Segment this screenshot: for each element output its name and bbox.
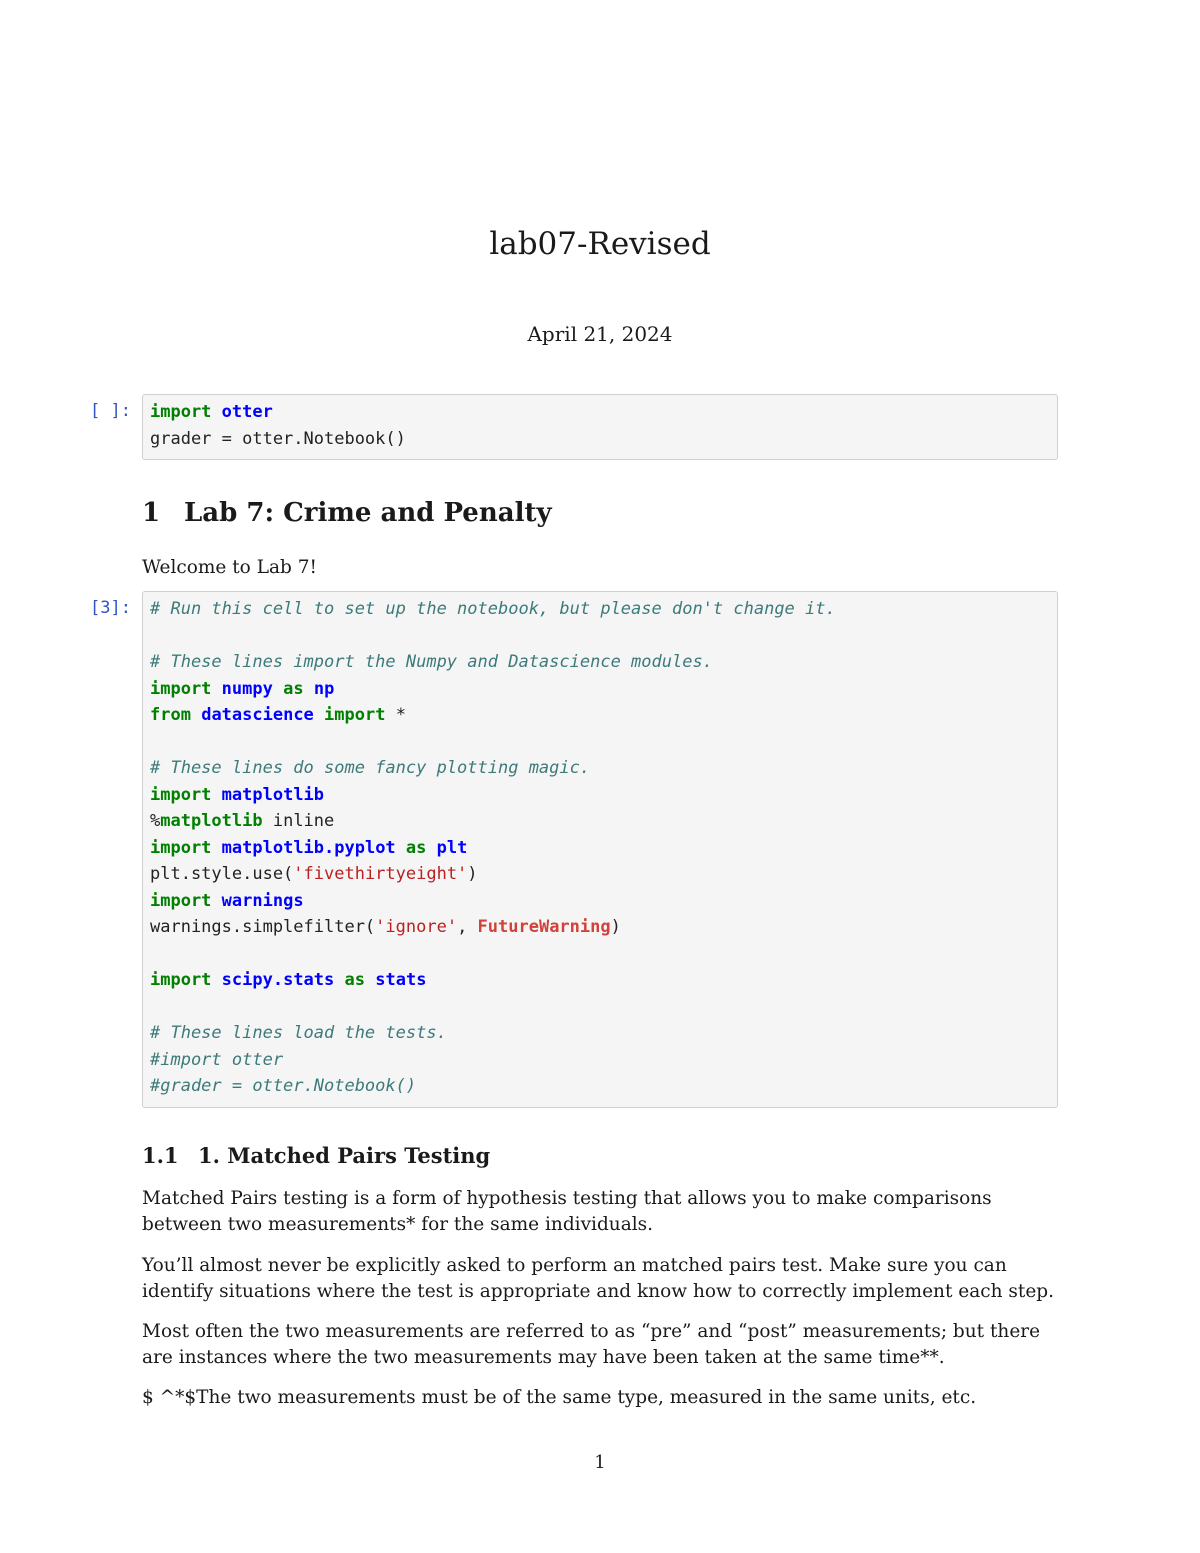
code-token: # These lines import the Numpy and Datascience modules. [150,652,713,672]
cell-prompt: [3]: [90,598,131,618]
code-token [211,838,221,858]
paragraph-identify-situations: You’ll almost never be explicitly asked to perform an matched pairs test. Make sure you can identify situations where the test is appropriate and know how to correctly implement each step. [142,1255,1055,1302]
code-line [150,1073,1050,1100]
code-token [211,402,221,422]
code-token: numpy [221,678,273,699]
code-cell-import-otter[interactable] [142,394,1058,460]
code-token: ) [467,864,478,884]
code-token: datascience [201,705,314,725]
code-line [150,861,1050,888]
code-line [150,835,1050,862]
code-line [150,888,1050,915]
code-line [150,1020,1050,1047]
subsection-heading [142,1143,490,1168]
code-line [150,426,1050,453]
subsection-title: 1. Matched Pairs Testing [198,1143,491,1168]
code-token: import [324,705,386,725]
code-token: plt.style.use( [150,864,294,884]
paragraph-pre-post: Most often the two measurements are referred to as “pre” and “post” measurements; but there are instances where the two measurements may have been taken at the same time**. [142,1321,1041,1368]
section-title: Lab 7: Crime and Penalty [184,498,552,528]
code-token [211,891,221,911]
code-line [150,994,1050,1021]
code-token: #import otter [150,1049,284,1070]
code-token [396,838,406,858]
code-token: plt [436,837,468,858]
code-token: #grader = otter.Notebook() [150,1076,417,1096]
code-token: import [150,784,212,805]
code-token: % [150,811,161,831]
footnote-measurements: $ ^*$The two measurements must be of the same type, measured in the same units, etc. [142,1387,977,1408]
code-token: FutureWarning [477,917,611,937]
code-token: warnings [221,890,304,911]
code-line [150,676,1050,703]
code-token: matplotlib [160,811,263,831]
section-heading [142,498,552,529]
code-token: import [150,890,212,911]
welcome-text: Welcome to Lab 7! [142,557,317,578]
code-token [191,705,201,725]
code-line [150,941,1050,968]
code-token [211,679,221,699]
code-token: , [457,917,478,937]
document-title: lab07-Revised [489,226,711,262]
code-token: import [150,402,212,422]
code-token [304,679,314,699]
code-line [150,808,1050,835]
code-line [150,755,1050,782]
code-token: np [313,678,335,699]
code-token: # These lines load the tests. [150,1023,447,1043]
code-line [150,623,1050,650]
code-token: import [150,970,212,990]
code-token: # These lines do some fancy plotting magic. [150,758,591,778]
paragraph-matched-pairs-intro: Matched Pairs testing is a form of hypothesis testing that allows you to make comparisons between two measurements* for the same individuals. [142,1188,992,1235]
code-token: * [385,705,406,725]
cell-prompt: [ ]: [90,401,131,421]
code-token: 'fivethirtyeight' [293,864,468,884]
code-line [150,1047,1050,1074]
section-number: 1 [142,498,161,528]
code-token: scipy.stats [221,970,335,990]
code-token: from [150,705,191,725]
code-token: import [150,678,212,699]
code-token [334,970,344,990]
code-line [150,596,1050,623]
code-token: 'ignore' [375,917,458,937]
code-token: matplotlib.pyplot [221,837,396,858]
code-line [150,967,1050,994]
code-token: ) [610,917,621,937]
code-token [365,970,375,990]
code-token: warnings.simplefilter( [150,917,376,937]
code-token [211,970,221,990]
code-token: inline [262,811,335,831]
code-line [150,729,1050,756]
code-token [314,705,324,725]
code-token [273,679,283,699]
code-line [150,702,1050,729]
code-token: matplotlib [221,784,325,805]
code-token: grader = otter.Notebook() [150,428,406,449]
page-number: 1 [594,1452,606,1473]
code-token: otter [221,402,273,422]
code-line [150,649,1050,676]
code-cell-setup[interactable] [142,591,1058,1108]
code-token: as [405,837,427,858]
document-date: April 21, 2024 [527,322,673,346]
code-token [426,838,436,858]
code-token: as [283,678,304,699]
code-line [150,914,1050,941]
code-line [150,782,1050,809]
code-line [150,399,1050,426]
subsection-number: 1.1 [142,1143,179,1168]
code-token: as [344,970,365,990]
code-token: import [150,837,212,858]
code-token: # Run this cell to set up the notebook, but please don't change it. [150,599,836,619]
code-token [211,785,221,805]
code-token: stats [375,970,427,990]
